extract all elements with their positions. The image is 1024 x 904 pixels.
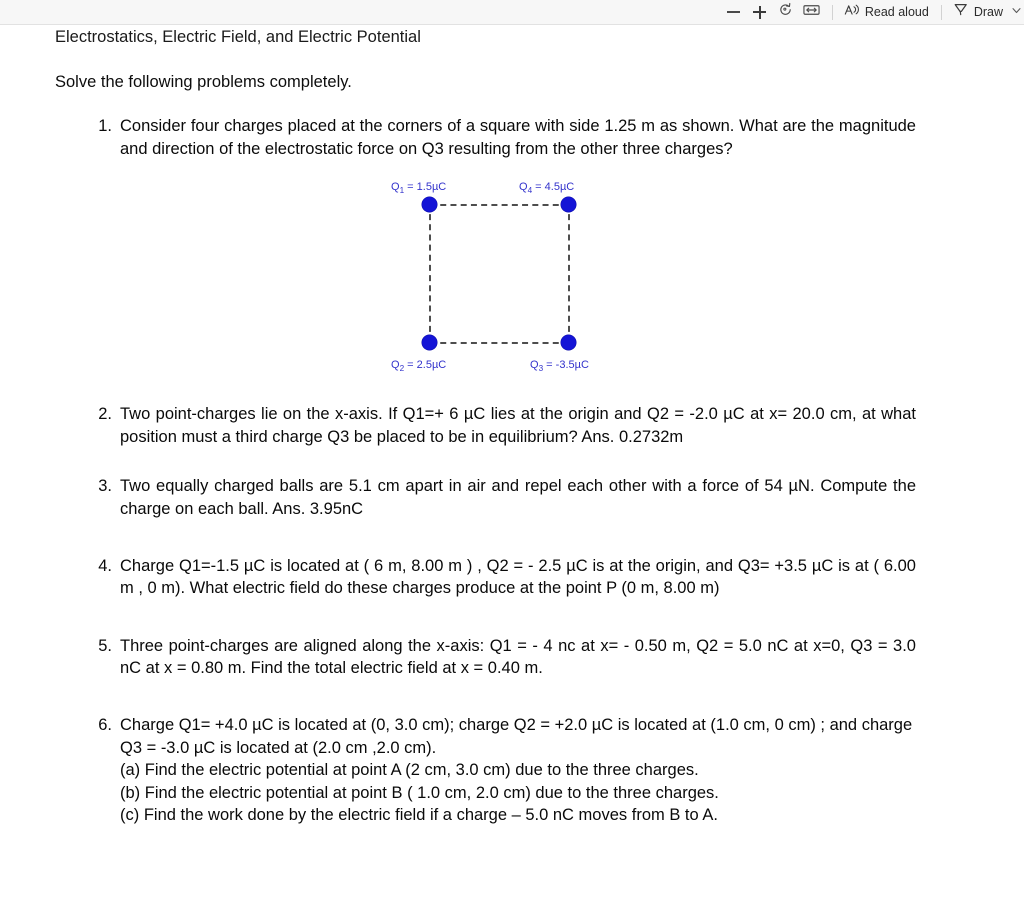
- draw-label: Draw: [973, 4, 1003, 19]
- figure-label-q3-value: = -3.5µC: [543, 359, 589, 372]
- figure-label-q3: [530, 354, 589, 378]
- rotate-icon: [778, 2, 793, 22]
- figure-label-q1-id: $Q_1$: [391, 181, 405, 196]
- problem-list: [76, 115, 916, 827]
- problem-item-2: [120, 403, 916, 448]
- figure-edge-bottom: [430, 342, 569, 344]
- problem-4-text: Charge Q1=-1.5 µC is located at ( 6 m, 8.00 m ) , Q2 = - 2.5 µC is at the origin, and Q3= +3.5 µC is at ( 6.00 m , 0 m). What electric field do these charges produce at the point P (0 m, 8.00 m): [120, 556, 916, 598]
- zoom-in-button[interactable]: [747, 1, 773, 23]
- toolbar-divider-1: [832, 5, 833, 20]
- problem-6-part-b: (b) Find the electric potential at point B ( 1.0 cm, 2.0 cm) due to the three charges.: [120, 783, 719, 802]
- figure-charge-dot-q4: [561, 197, 576, 212]
- problem-5-text: Three point-charges are aligned along the x-axis: Q1 = - 4 nc at x= - 0.50 m, Q2 = 5.0 nC at x=0, Q3 = 3.0 nC at x = 0.80 m. Find the total electric field at x = 0.40 m.: [120, 636, 916, 678]
- read-aloud-label: Read aloud: [864, 4, 929, 19]
- problem-2-text: Two point-charges lie on the x-axis. If Q1=+ 6 µC lies at the origin and Q2 = -2.0 µC at x= 20.0 cm, at what position must a third charge Q3 be placed to be in equilibrium? Ans. 0.2732m: [120, 405, 916, 446]
- problem-6-part-a: (a) Find the electric potential at point A (2 cm, 3.0 cm) due to the three charges.: [120, 761, 699, 780]
- figure-label-q2-value: = 2.5µC: [404, 359, 447, 372]
- figure-charge-dot-q1: [422, 197, 437, 212]
- rotate-button[interactable]: [773, 1, 799, 23]
- figure-label-q1: [391, 176, 446, 200]
- pdf-page: [0, 26, 1024, 904]
- plus-icon: [753, 6, 766, 19]
- document-title: Electrostatics, Electric Field, and Electric Potential: [55, 28, 421, 46]
- read-aloud-button[interactable]: [840, 1, 934, 23]
- figure-charge-dot-q3: [561, 335, 576, 350]
- fit-to-width-button[interactable]: [799, 1, 825, 23]
- figure-label-q3-id: $Q_3$: [530, 359, 544, 374]
- problem-6-part-c: (c) Find the work done by the electric field if a charge – 5.0 nC moves from B to A.: [120, 806, 718, 825]
- minus-icon: [727, 11, 740, 13]
- toolbar-divider-2: [941, 5, 942, 20]
- draw-button[interactable]: [949, 1, 1008, 23]
- chevron-down-icon: [1011, 3, 1022, 21]
- draw-pen-icon: [953, 2, 969, 22]
- problem-1-text: Consider four charges placed at the corners of a square with side 1.25 m as shown. What are the magnitude and direction of the electrostatic force on Q3 resulting from the other three charges?: [120, 117, 916, 158]
- read-aloud-icon: [844, 3, 860, 22]
- problem-3-text: Two equally charged balls are 5.1 cm apart in air and repel each other with a force of 54 µN. Compute the charge on each ball. Ans. 3.95nC: [120, 477, 916, 518]
- figure-edge-left: [429, 204, 431, 342]
- problem-item-4: [120, 555, 916, 600]
- fit-to-width-icon: [803, 3, 820, 22]
- problem-6-text: Charge Q1= +4.0 µC is located at (0, 3.0 cm); charge Q2 = +2.0 µC is located at (1.0 cm, 0 cm) ; and charge Q3 = -3.0 µC is located at (2.0 cm ,2.0 cm).: [120, 715, 913, 757]
- problem-item-3: [120, 475, 916, 520]
- figure-label-q1-value: = 1.5µC: [404, 181, 447, 194]
- four-charge-square-figure: [381, 176, 611, 376]
- figure-charge-dot-q2: [422, 335, 437, 350]
- figure-label-q2-id: $Q_2$: [391, 359, 405, 374]
- problem-item-1: [120, 115, 916, 376]
- figure-label-q4-id: $Q_4$: [519, 181, 533, 196]
- figure-edge-right: [568, 204, 570, 342]
- problem-item-6: [120, 714, 916, 827]
- toolbar-overflow-button[interactable]: [1008, 1, 1022, 23]
- figure-edge-top: [430, 204, 569, 206]
- problem-item-5: [120, 635, 916, 680]
- instruction-line: Solve the following problems completely.: [55, 73, 352, 91]
- figure-label-q4-value: = 4.5µC: [532, 181, 575, 194]
- zoom-out-button[interactable]: [721, 1, 747, 23]
- figure-label-q2: [391, 354, 446, 378]
- pdf-viewer-toolbar: [0, 0, 1024, 25]
